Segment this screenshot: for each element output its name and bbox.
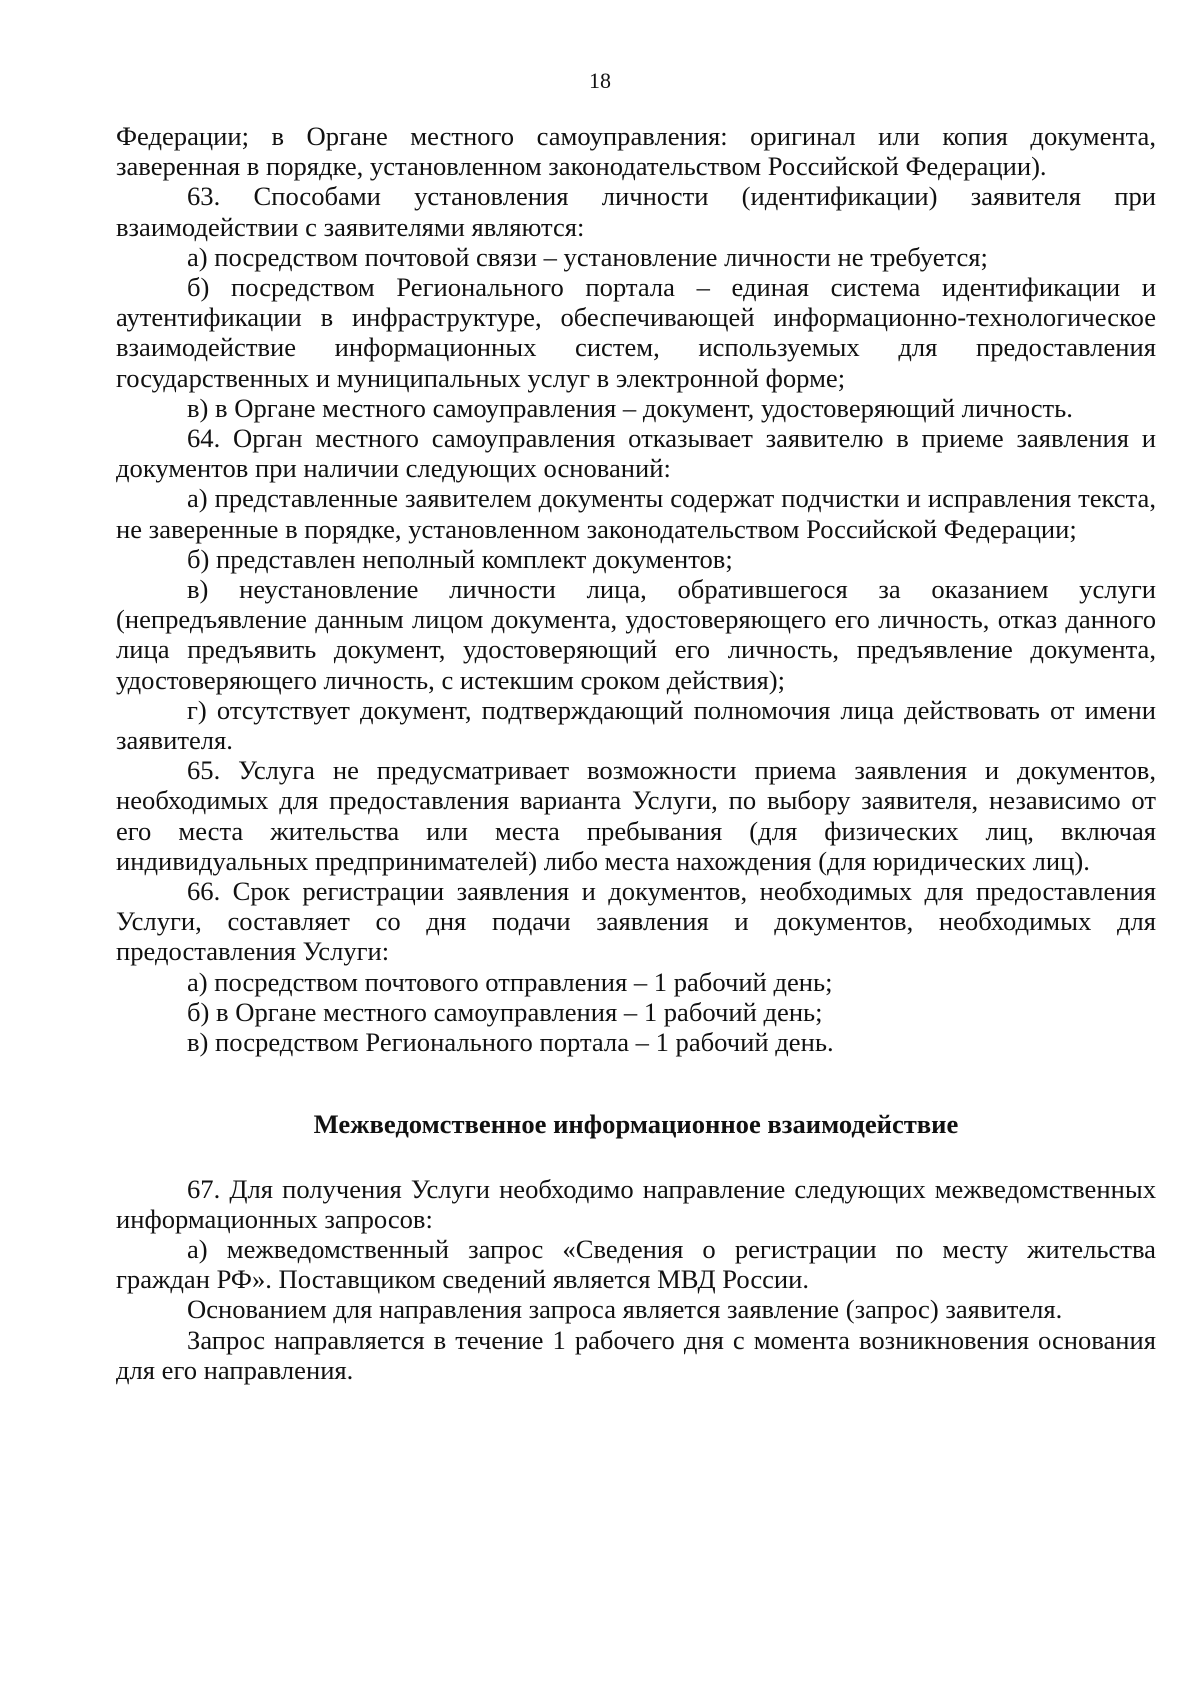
paragraph-66-b: б) в Органе местного самоуправления – 1 рабочий день; bbox=[187, 996, 823, 1027]
document-body bbox=[116, 121, 1156, 1385]
page-number: 18 bbox=[589, 68, 611, 93]
paragraph-64-g: г) отсутствует документ, подтверждающий полномочия лица действовать от имени заявителя. bbox=[116, 694, 1156, 756]
paragraph-63: 63. Способами установления личности (идентификации) заявителя при взаимодействии с заявителями являются: bbox=[116, 181, 1156, 242]
paragraph-63-a: а) посредством почтовой связи – установление личности не требуется; bbox=[187, 241, 988, 272]
section-heading: Межведомственное информационное взаимодействие bbox=[313, 1109, 959, 1140]
paragraph-66: 66. Срок регистрации заявления и документов, необходимых для предоставления Услуги, составляет со дня подачи заявления и документов, необходимых для предоставления Услуги: bbox=[116, 876, 1156, 967]
paragraph-63-v: в) в Органе местного самоуправления – документ, удостоверяющий личность. bbox=[187, 392, 1073, 423]
paragraph-67: 67. Для получения Услуги необходимо направление следующих межведомственных информационных запросов: bbox=[116, 1173, 1156, 1234]
paragraph-64-a: а) представленные заявителем документы содержат подчистки и исправления текста, не заверенные в порядке, установленном законодательством Российской Федерации; bbox=[116, 483, 1156, 544]
paragraph-65: 65. Услуга не предусматривает возможности приема заявления и документов, необходимых для предоставления варианта Услуги, по выбору заявителя, независимо от его места жительства или места пребывания (для физических лиц, включая индивидуальных предпринимателей) либо места нахождения (для юридических лиц). bbox=[116, 755, 1156, 876]
paragraph-67-a: а) межведомственный запрос «Сведения о регистрации по месту жительства граждан РФ». Поставщиком сведений является МВД России. bbox=[116, 1233, 1156, 1295]
paragraph-67-basis: Основанием для направления запроса является заявление (запрос) заявителя. bbox=[187, 1294, 1063, 1325]
paragraph-66-a: а) посредством почтового отправления – 1 рабочий день; bbox=[187, 966, 833, 997]
paragraph-63-b: б) посредством Регионального портала – единая система идентификации и аутентификации в инфраструктуре, обеспечивающей информационно-технологическое взаимодействие информационных систем, используемых для предоставления государственных и муниципальных услуг в электронной форме; bbox=[116, 272, 1156, 393]
paragraph-66-v: в) посредством Регионального портала – 1 рабочий день. bbox=[187, 1027, 834, 1058]
paragraph-67-timing: Запрос направляется в течение 1 рабочего дня с момента возникновения основания для его направления. bbox=[116, 1324, 1156, 1385]
paragraph-64-b: б) представлен неполный комплект документов; bbox=[187, 543, 733, 574]
paragraph-64-v: в) неустановление личности лица, обратившегося за оказанием услуги (непредъявление данным лицом документа, удостоверяющего его личность, отказ данного лица предъявить документ, удостоверяющий его личность, предъявление документа, удостоверяющего личность, с истекшим сроком действия); bbox=[116, 574, 1156, 695]
paragraph-64: 64. Орган местного самоуправления отказывает заявителю в приеме заявления и документов при наличии следующих оснований: bbox=[116, 423, 1156, 484]
paragraph-continuation: Федерации; в Органе местного самоуправления: оригинал или копия документа, заверенная в порядке, установленном законодательством Российской Федерации). bbox=[116, 121, 1156, 182]
